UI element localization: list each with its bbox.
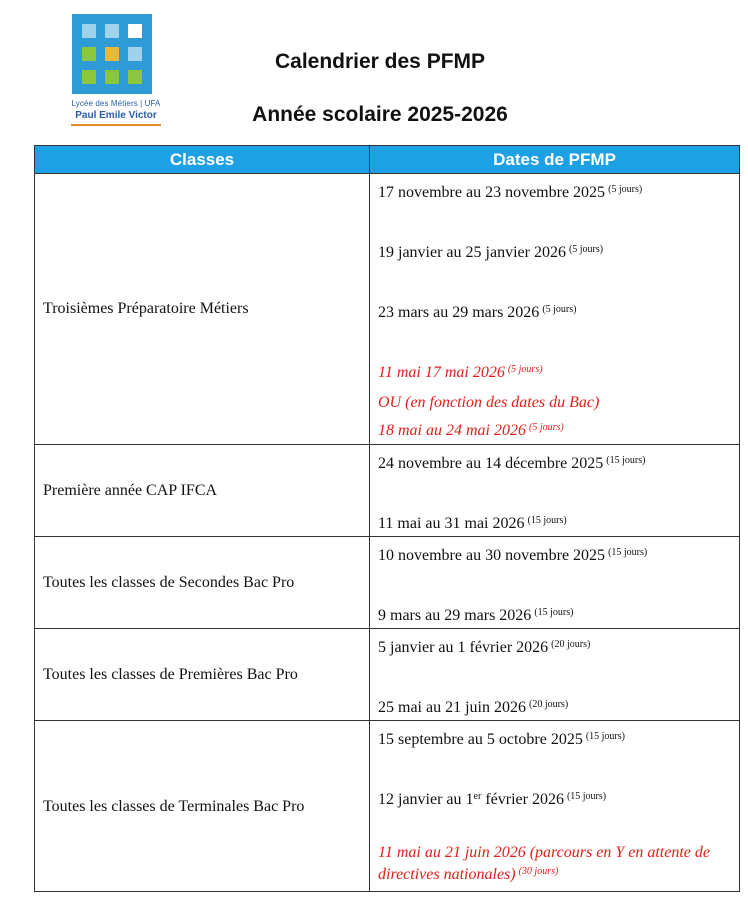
table-row	[35, 721, 740, 892]
class-cell: Toutes les classes de Secondes Bac Pro	[35, 537, 370, 629]
table-header-row	[35, 146, 740, 174]
table-row	[35, 537, 740, 629]
date-entry: 10 novembre au 30 novembre 2025 $^{(15 jours)}$	[378, 547, 648, 564]
logo-caption: Lycée des Métiers | UFA	[71, 99, 161, 108]
school-logo-icon	[72, 14, 152, 94]
page-subtitle: Année scolaire 2025-2026	[252, 103, 508, 126]
date-entry-option: 11 mai 17 mai 2026 $^{(5 jours)}$	[378, 364, 543, 381]
date-entry: 24 novembre au 14 décembre 2025 $^{(15 jours)}$	[378, 455, 646, 472]
class-cell: Toutes les classes de Premières Bac Pro	[35, 629, 370, 721]
dates-cell	[370, 174, 740, 445]
table-row	[35, 629, 740, 721]
date-entry-option: 18 mai au 24 mai 2026 $^{(5 jours)}$	[378, 422, 564, 439]
school-logo	[64, 14, 168, 126]
class-cell: Première année CAP IFCA	[35, 445, 370, 537]
logo-school-name: Paul Emile Victor	[75, 110, 157, 121]
pfmp-table	[34, 145, 740, 892]
table-row	[35, 174, 740, 445]
class-cell	[35, 721, 370, 892]
date-entry: 5 janvier au 1 février 2026 $^{(20 jours)}$	[378, 639, 591, 656]
logo-underline	[71, 124, 161, 126]
date-entry-note: OU (en fonction des dates du Bac)	[378, 394, 600, 411]
date-entry-pending: 11 mai au 21 juin 2026 (parcours en Y en attente de directives nationales) $^{(30 jours)}$	[378, 844, 710, 883]
date-entry: 19 janvier au 25 janvier 2026 $^{(5 jours)}$	[378, 244, 604, 261]
date-entry: 25 mai au 21 juin 2026 $^{(20 jours)}$	[378, 699, 569, 716]
date-entry: 15 septembre au 5 octobre 2025 $^{(15 jours)}$	[378, 731, 625, 748]
date-entry: 9 mars au 29 mars 2026 $^{(15 jours)}$	[378, 607, 574, 624]
date-entry: 17 novembre au 23 novembre 2025 $^{(5 jours)}$	[378, 184, 643, 201]
column-header-classes: Classes	[35, 146, 370, 174]
dates-cell	[370, 721, 740, 892]
table-row	[35, 445, 740, 537]
column-header-dates: Dates de PFMP	[370, 146, 740, 174]
dates-cell	[370, 537, 740, 629]
dates-cell	[370, 629, 740, 721]
class-cell: Troisièmes Préparatoire Métiers	[35, 174, 370, 445]
date-entry: 11 mai au 31 mai 2026 $^{(15 jours)}$	[378, 515, 567, 532]
dates-cell	[370, 445, 740, 537]
page-title: Calendrier des PFMP	[274, 50, 486, 73]
date-entry: 23 mars au 29 mars 2026 $^{(5 jours)}$	[378, 304, 577, 321]
class-label: Toutes les classes de Terminales Bac Pro	[43, 797, 305, 815]
date-entry: 12 janvier au 1er février 2026 $^{(15 jours)}$	[378, 791, 607, 808]
